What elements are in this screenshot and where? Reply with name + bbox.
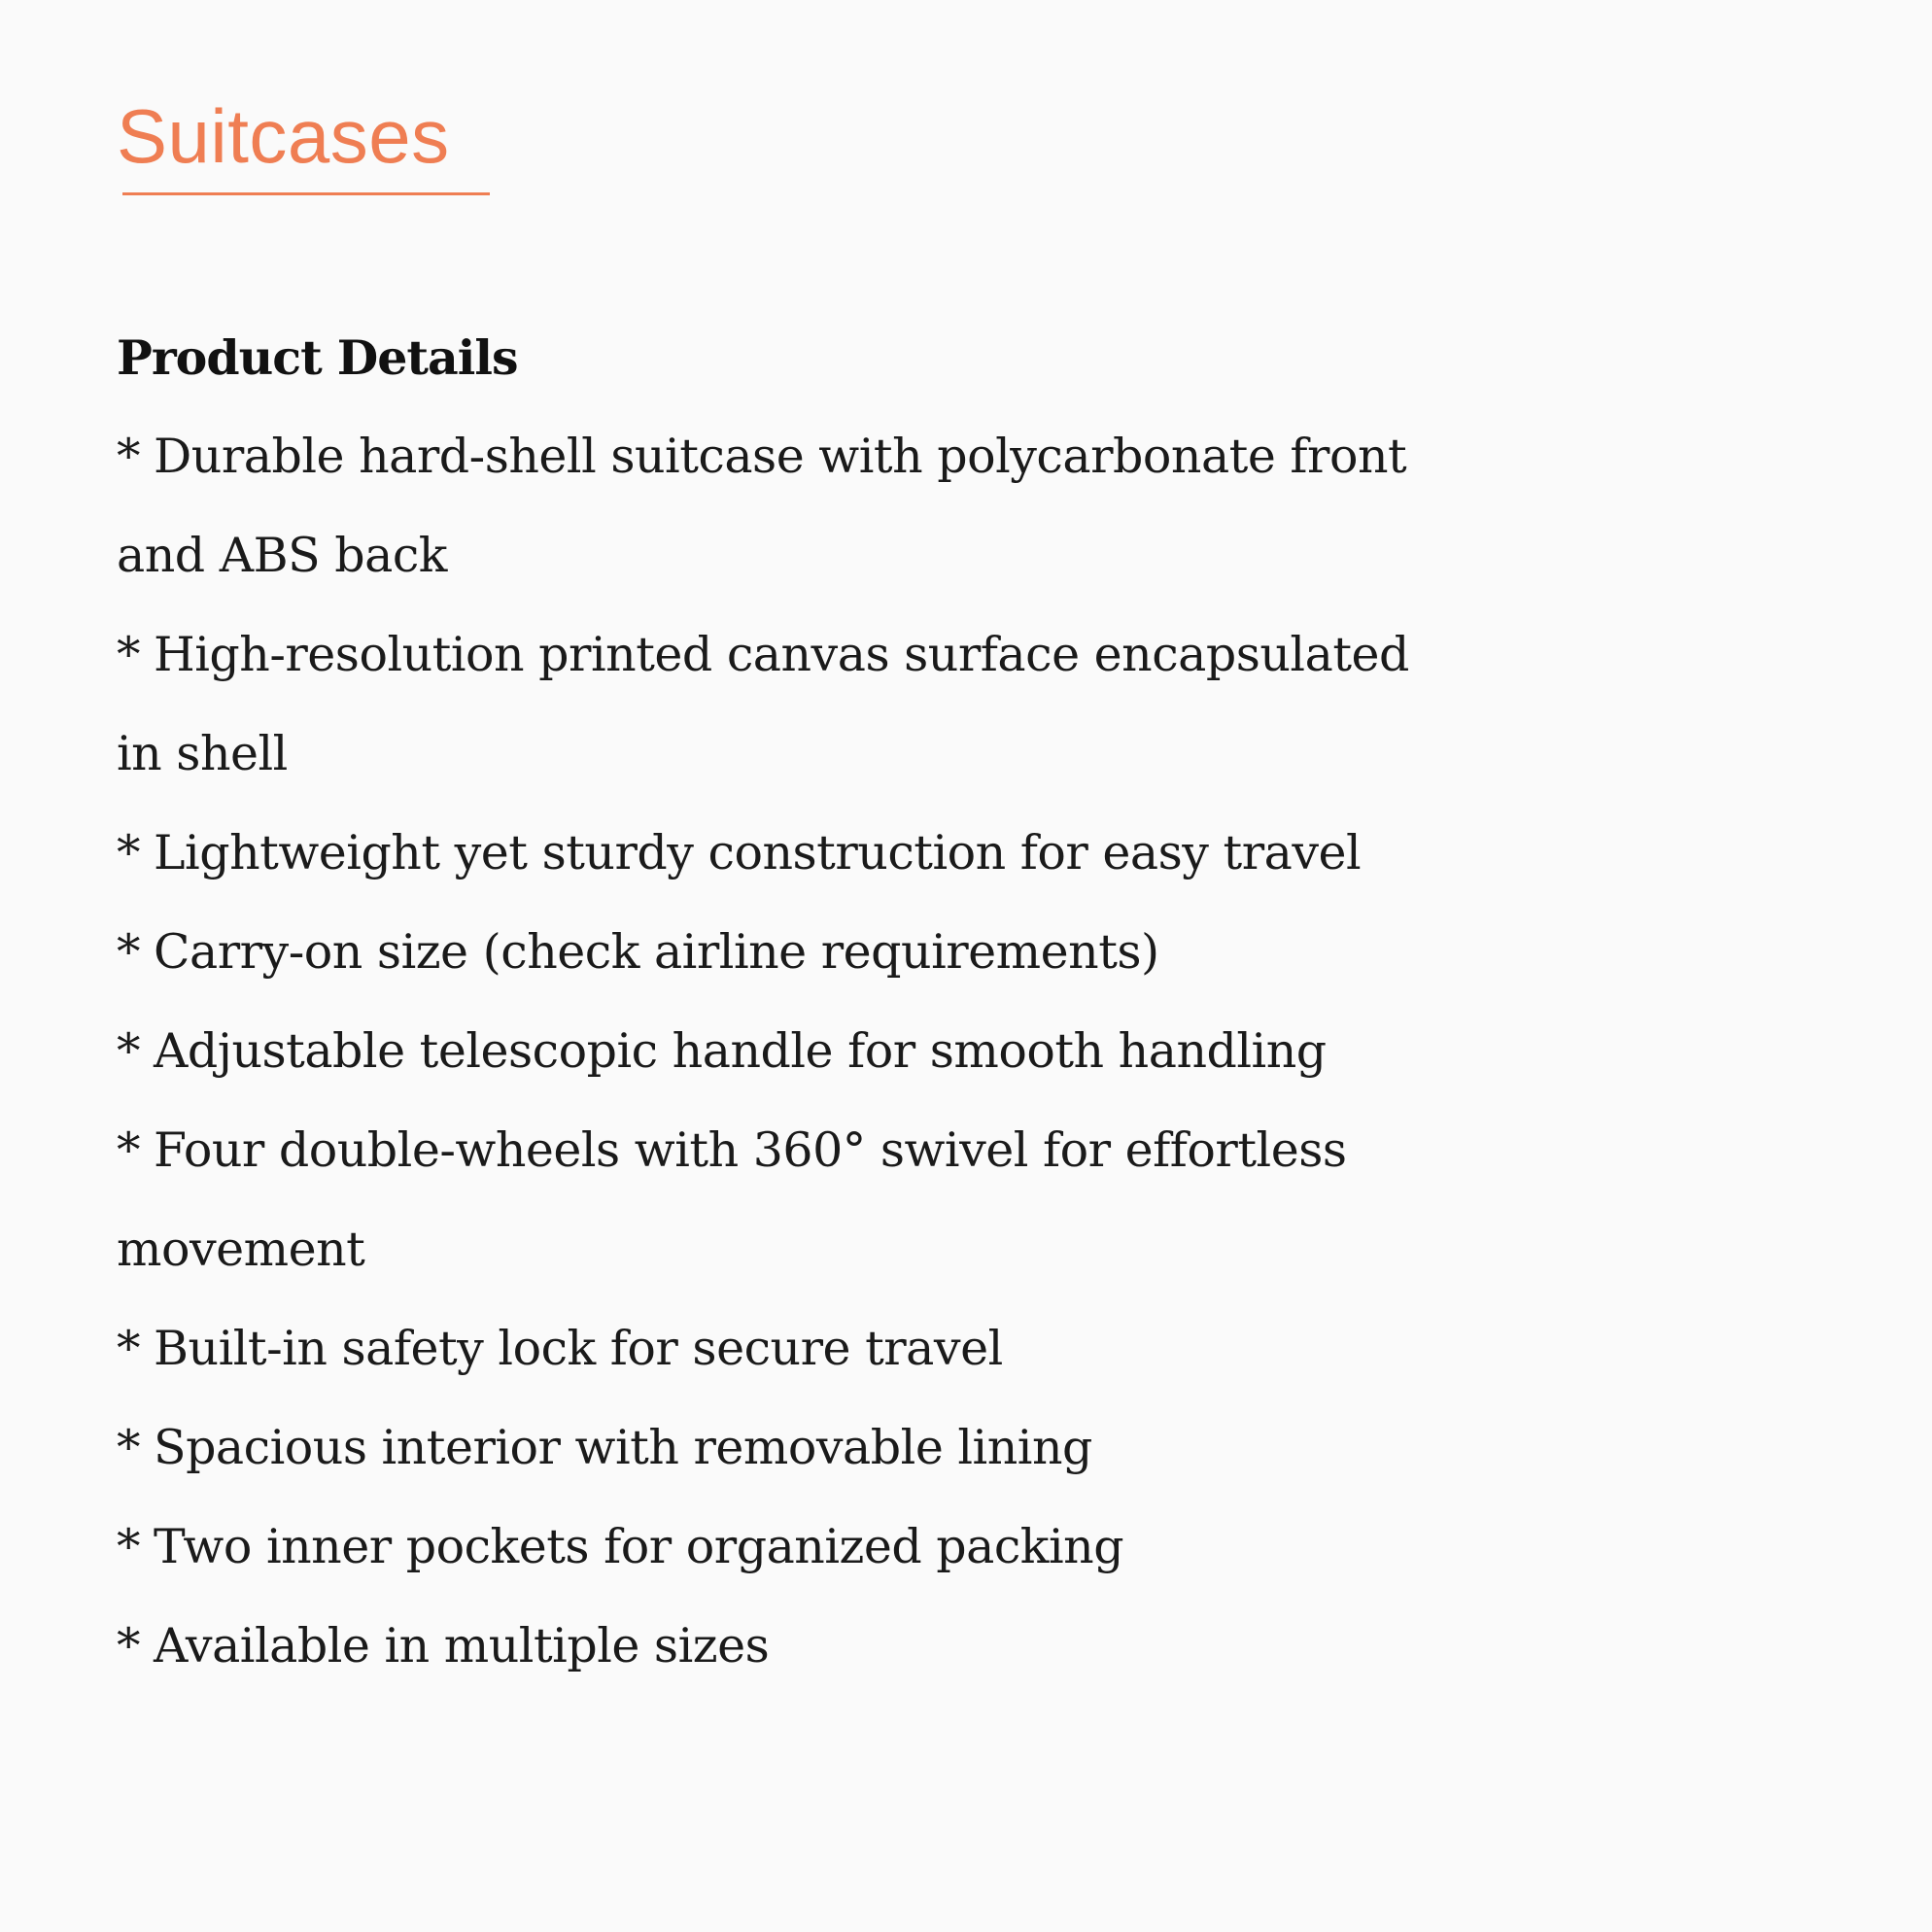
detail-text: Adjustable telescopic handle for smooth handling	[154, 1023, 1327, 1079]
detail-text: Carry-on size (check airline requirements)	[154, 924, 1159, 980]
detail-text: Lightweight yet sturdy construction for easy travel	[154, 825, 1362, 880]
detail-item-7	[117, 1299, 1438, 1398]
detail-text: Spacious interior with removable lining	[154, 1420, 1092, 1475]
bullet-marker: *	[117, 1420, 140, 1475]
bullet-marker: *	[117, 429, 140, 484]
detail-item-1	[117, 407, 1438, 605]
detail-item-4	[117, 903, 1438, 1002]
bullet-marker: *	[117, 627, 140, 682]
detail-item-6	[117, 1101, 1438, 1299]
detail-item-10	[117, 1597, 1438, 1696]
detail-item-9	[117, 1498, 1438, 1597]
bullet-marker: *	[117, 1321, 140, 1376]
detail-text: Built-in safety lock for secure travel	[154, 1321, 1003, 1376]
detail-text: Two inner pockets for organized packing	[154, 1519, 1124, 1574]
product-details-heading: Product Details	[117, 329, 518, 386]
product-page	[117, 87, 1438, 1696]
title-underline	[122, 192, 490, 195]
detail-item-2	[117, 605, 1438, 804]
product-details-list	[117, 407, 1438, 1696]
detail-text: Four double-wheels with 360° swivel for effortless movement	[117, 1122, 1347, 1277]
detail-item-8	[117, 1398, 1438, 1498]
bullet-marker: *	[117, 1122, 140, 1178]
detail-text: Available in multiple sizes	[154, 1618, 770, 1673]
page-title: Suitcases	[117, 93, 450, 179]
detail-text: High-resolution printed canvas surface encapsulated in shell	[117, 627, 1409, 781]
bullet-marker: *	[117, 1023, 140, 1079]
bullet-marker: *	[117, 1618, 140, 1673]
bullet-marker: *	[117, 825, 140, 880]
bullet-marker: *	[117, 1519, 140, 1574]
detail-item-5	[117, 1002, 1438, 1101]
product-details-section	[117, 308, 1438, 1696]
detail-item-3	[117, 804, 1438, 903]
bullet-marker: *	[117, 924, 140, 980]
detail-text: Durable hard-shell suitcase with polycarbonate front and ABS back	[117, 429, 1407, 583]
